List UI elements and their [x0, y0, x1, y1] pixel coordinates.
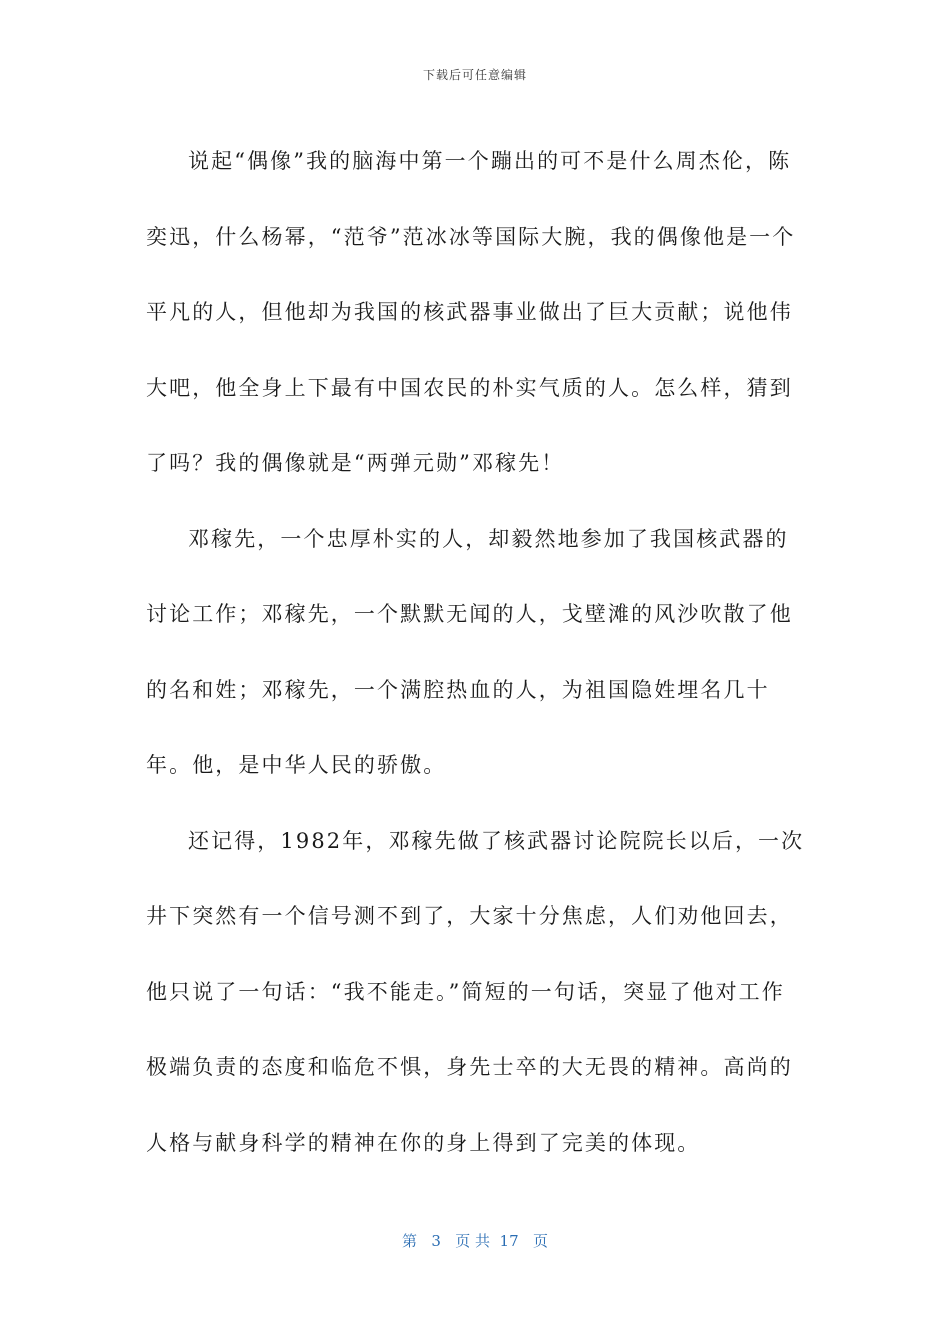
page-footer [0, 1230, 950, 1251]
paragraph-3: 还记得，1982年，邓稼先做了核武器讨论院院长以后，一次井下突然有一个信号测不到了，大家十分焦虑，人们劝他回去，他只说了一句话：“我不能走。”简短的一句话，突显了他对工作极端负责的态度和临危不惧，身先士卒的大无畏的精神。高尚的人格与献身科学的精神在你的身上得到了完美的体现。 [146, 828, 805, 1155]
footer-middle: 页 共 [455, 1232, 490, 1250]
page-header: 下载后可任意编辑 [422, 68, 527, 82]
footer-current-page: 3 [431, 1232, 441, 1250]
footer-total-pages: 17 [499, 1232, 519, 1250]
footer-suffix: 页 [532, 1232, 548, 1250]
footer-prefix: 第 [402, 1232, 418, 1250]
paragraph-1: 说起“偶像”我的脑海中第一个蹦出的可不是什么周杰伦，陈奕迅，什么杨幂，“范爷”范冰冰等国际大腕，我的偶像他是一个平凡的人，但他却为我国的核武器事业做出了巨大贡献；说他伟大吧，他全身上下最有中国农民的朴实气质的人。怎么样，猜到了吗？我的偶像就是“两弹元勋”邓稼先！ [146, 149, 796, 475]
document-body [146, 124, 806, 1181]
paragraph-2: 邓稼先，一个忠厚朴实的人，却毅然地参加了我国核武器的讨论工作；邓稼先，一个默默无闻的人，戈壁滩的风沙吹散了他的名和姓；邓稼先，一个满腔热血的人，为祖国隐姓埋名几十年。他，是中华人民的骄傲。 [146, 526, 793, 777]
